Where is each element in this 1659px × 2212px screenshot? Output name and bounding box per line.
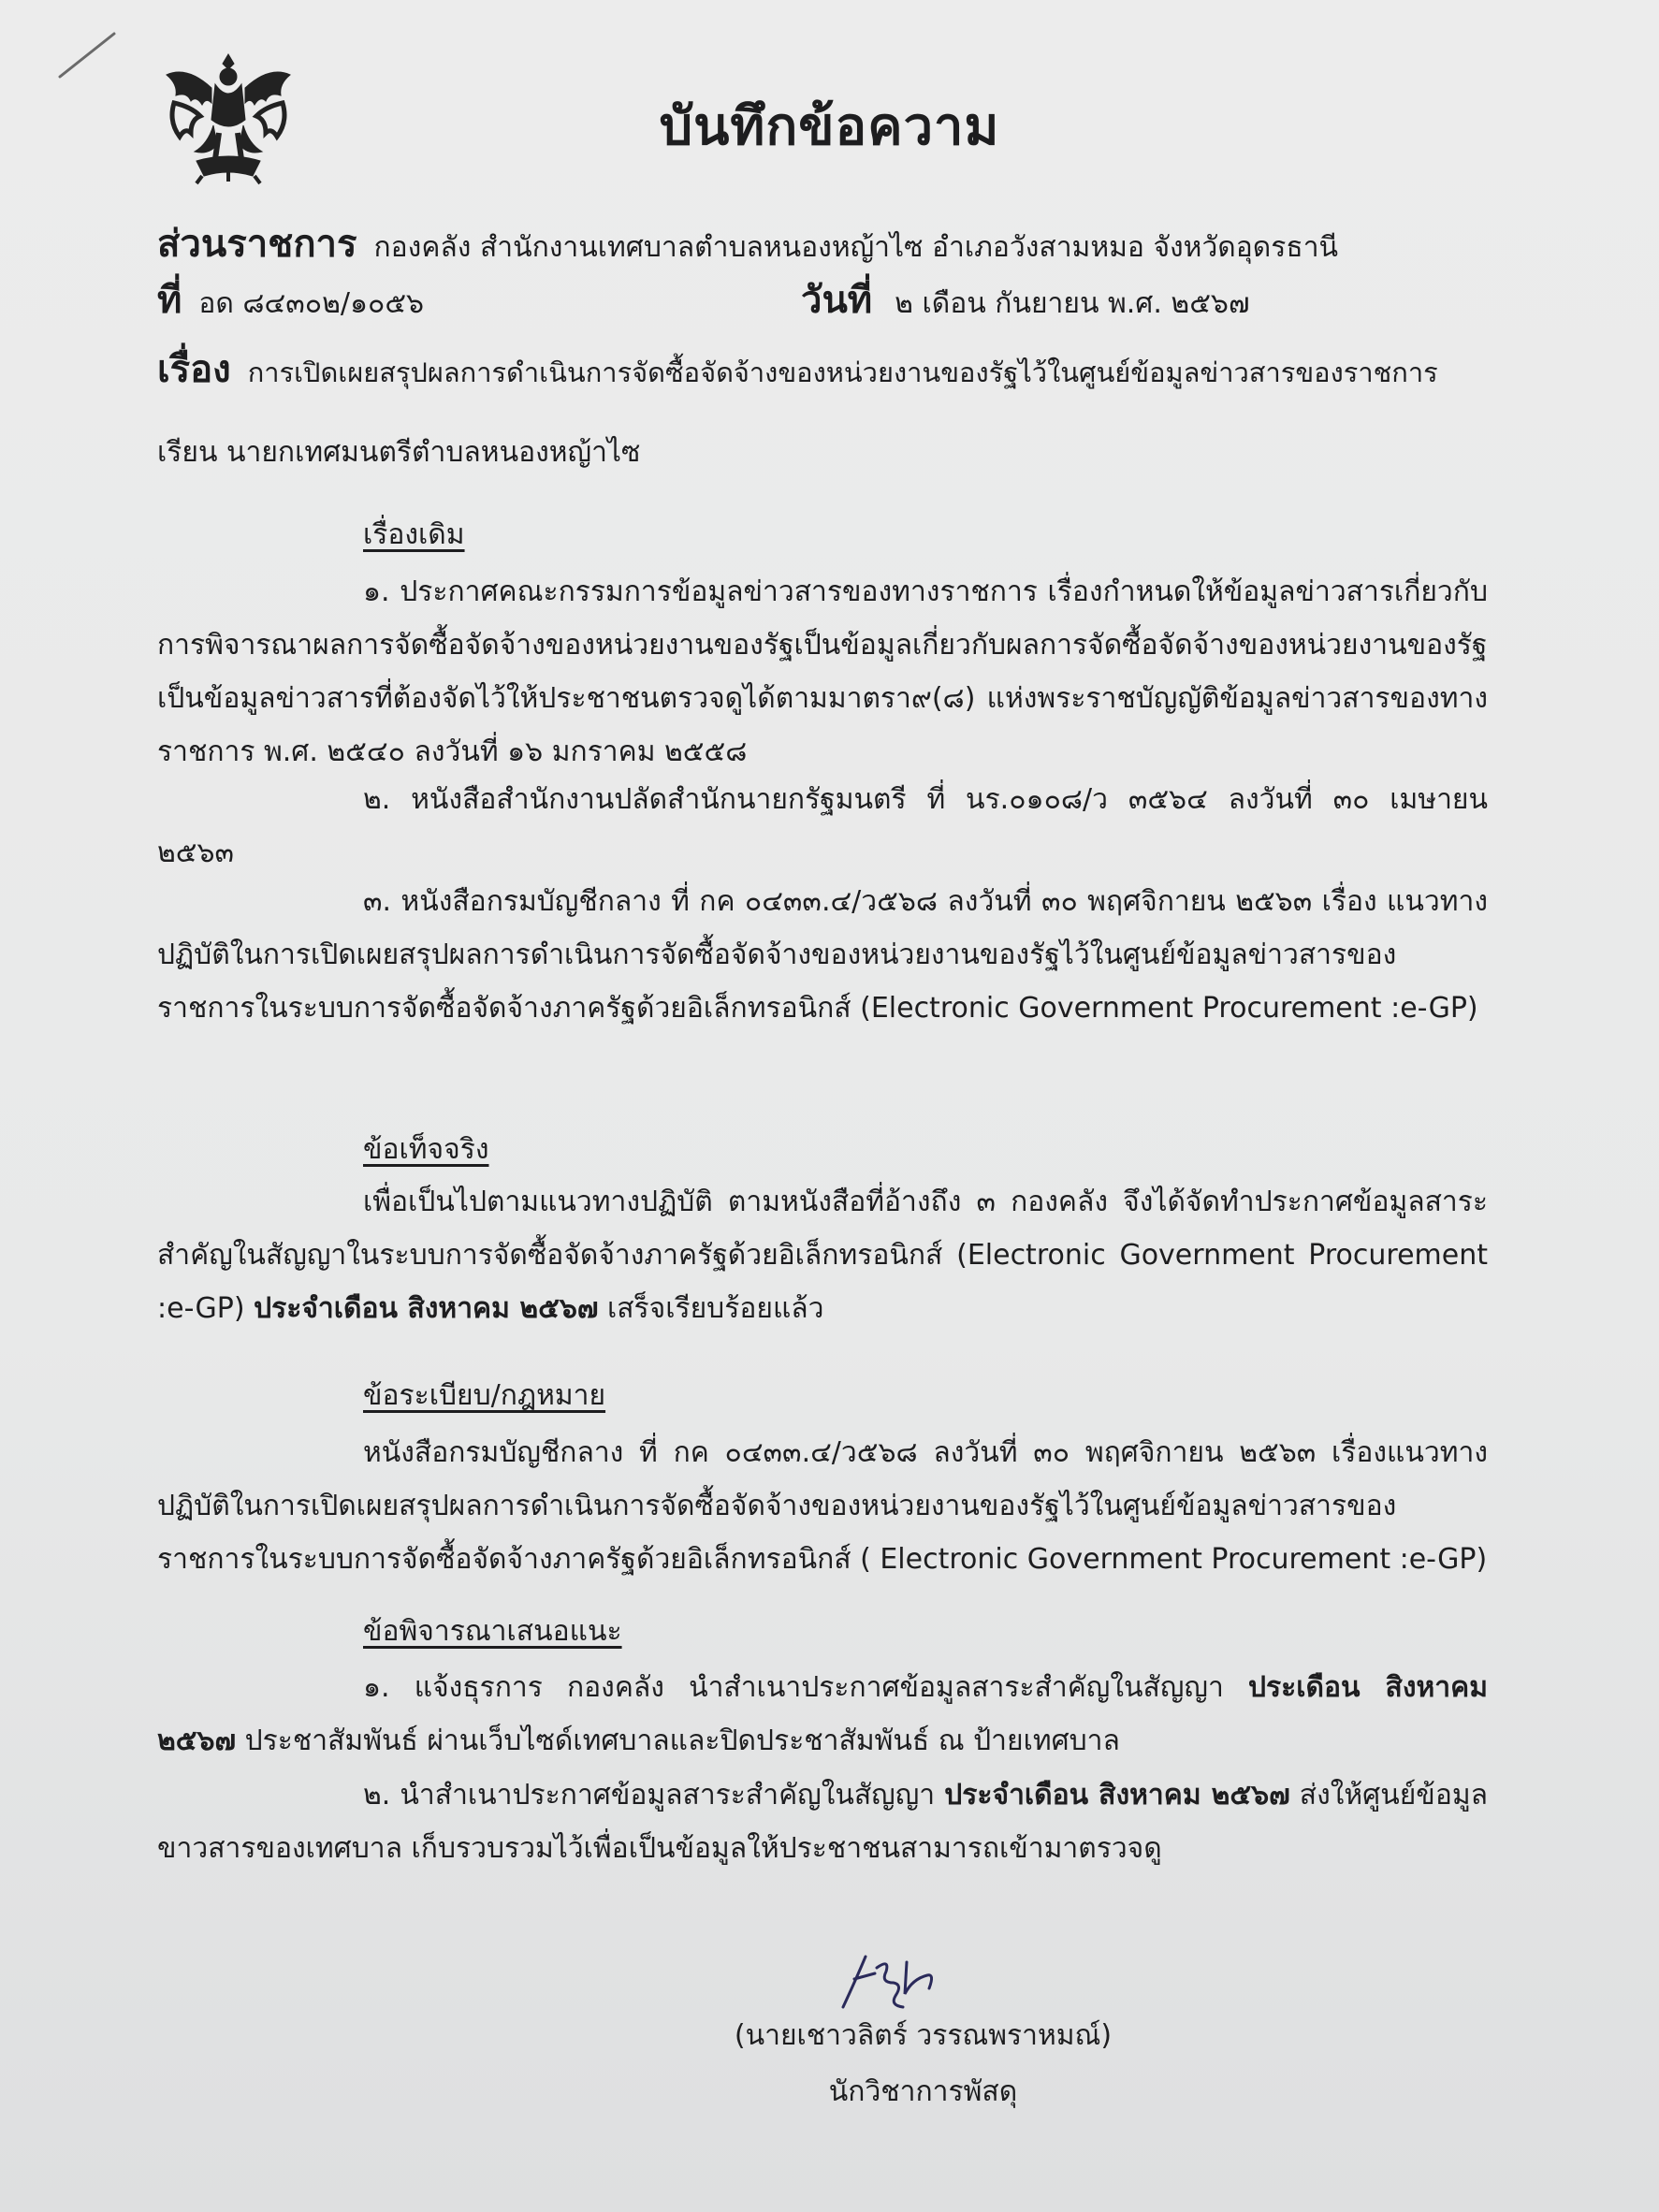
recommendation-item-1 [157,1661,1488,1768]
rec-2-text: ๒. นำสำเนาประกาศข้อมูลสาระสำคัญในสัญญา [363,1779,936,1812]
signatory-position: นักวิชาการพัสดุ [828,2075,1018,2108]
reference-value: อด ๘๔๓๐๒/๑๐๕๖ [198,287,425,320]
law-heading: ข้อระเบียบ/กฎหมาย [363,1379,606,1412]
reference-row [157,269,424,329]
facts-paragraph [157,1175,1488,1335]
subject-row [157,339,1438,399]
date-row [801,269,1250,329]
date-label: วันที่ [801,279,873,322]
facts-tail: เสร็จเรียบร้อยแล้ว [606,1292,824,1325]
background-heading: เรื่องเดิม [363,518,465,551]
facts-month: ประจำเดือน สิงหาคม ๒๕๖๗ [254,1292,599,1325]
background-item-3: ๓. หนังสือกรมบัญชีกลาง ที่ กค ๐๔๓๓.๔/ว๕๖๘ ลงวันที่ ๓๐ พฤศจิกายน ๒๕๖๓ เรื่อง แนวทางปฏิบัติในการเปิดเผยสรุปผลการดำเนินการจัดซื้อจัดจ้างของหน่วยงานของรัฐไว้ในศูนย์ข้อมูลข่าวสารของราชการในระบบการจัดซื้อจัดจ้างภาครัฐด้วยอิเล็กทรอนิกส์ (Electronic Government Procurement :e-GP) [157,885,1488,1025]
recommendation-item-2 [157,1768,1488,1875]
subject-label: เรื่อง [157,348,231,391]
rec-2-tail: ส่งให้ศูนย์ข้อมูลขาวสารของเทศบาล เก็บรวบรวมไว้เพื่อเป็นข้อมูลให้ประชาชนสามารถเข้ามาตรวจดู [157,1779,1488,1865]
background-item-2: ๒. หนังสือสำนักงานปลัดสำนักนายกรัฐมนตรี ที่ นร.๐๑๐๘/ว ๓๕๖๔ ลงวันที่ ๓๐ เมษายน ๒๕๖๓ [157,783,1488,869]
agency-row [157,213,1338,273]
agency-label: ส่วนราชการ [157,223,357,266]
date-value: ๒ เดือน กันยายน พ.ศ. ๒๕๖๗ [895,287,1250,320]
rec-1-month: ประเดือน สิงหาคม ๒๕๖๗ [157,1671,1488,1757]
memo-title: บันทึกข้อความ [659,96,1000,157]
agency-value: กองคลัง สำนักงานเทศบาลตำบลหนองหญ้าไซ อำเภอวังสามหมอ จังหวัดอุดรธานี [373,231,1339,264]
recommendation-heading: ข้อพิจารณาเสนอแนะ [363,1615,622,1648]
facts-text: เพื่อเป็นไปตามแนวทางปฏิบัติ ตามหนังสือที่อ้างถึง ๓ กองคลัง จึงได้จัดทำประกาศข้อมูลสาระสำคัญในสัญญาในระบบการจัดซื้อจัดจ้างภาครัฐด้วยอิเล็กทรอนิกส์ (Electronic Government Procurement :e-GP) [157,1186,1488,1325]
addressee-line: เรียน นายกเทศมนตรีตำบลหนองหญ้าไซ [157,436,641,469]
handwritten-signature [837,1951,950,2016]
pen-stroke-mark [56,28,122,84]
rec-2-month: ประจำเดือน สิงหาคม ๒๕๖๗ [944,1779,1290,1812]
law-paragraph: หนังสือกรมบัญชีกลาง ที่ กค ๐๔๓๓.๔/ว๕๖๘ ลงวันที่ ๓๐ พฤศจิกายน ๒๕๖๓ เรื่องแนวทางปฏิบัติในการเปิดเผยสรุปผลการดำเนินการจัดซื้อจัดจ้างของหน่วยงานของรัฐไว้ในศูนย์ข้อมูลข่าวสารของราชการในระบบการจัดซื้อจัดจ้างภาครัฐด้วยอิเล็กทรอนิกส์ ( Electronic Government Procurement :e-GP) [157,1436,1488,1576]
rec-1-text: ๑. แจ้งธุรการ กองคลัง นำสำเนาประกาศข้อมูลสาระสำคัญในสัญญา [363,1671,1224,1704]
reference-label: ที่ [157,279,182,322]
facts-heading: ข้อเท็จจริง [363,1133,489,1166]
signatory-name: (นายเชาวลิตร์ วรรณพราหมณ์) [734,2019,1113,2052]
rec-1-tail: ประชาสัมพันธ์ ผ่านเว็บไซด์เทศบาลและปิดประชาสัมพันธ์ ณ ป้ายเทศบาล [244,1724,1120,1757]
background-item-1: ๑. ประกาศคณะกรรมการข้อมูลข่าวสารของทางราชการ เรื่องกำหนดให้ข้อมูลข่าวสารเกี่ยวกับการพิจารณาผลการจัดซื้อจัดจ้างของหน่วยงานของรัฐเป็นข้อมูลเกี่ยวกับผลการจัดซื้อจัดจ้างของหน่วยงานของรัฐเป็นข้อมูลข่าวสารที่ต้องจัดไว้ให้ประชาชนตรวจดูได้ตามมาตรา๙(๘) แห่งพระราชบัญญัติข้อมูลข่าวสารของทางราชการ พ.ศ. ๒๕๔๐ ลงวันที่ ๑๖ มกราคม ๒๕๕๘ [157,575,1488,768]
subject-value: การเปิดเผยสรุปผลการดำเนินการจัดซื้อจัดจ้างของหน่วยงานของรัฐไว้ในศูนย์ข้อมูลข่าวสารของราชการ [247,357,1438,388]
